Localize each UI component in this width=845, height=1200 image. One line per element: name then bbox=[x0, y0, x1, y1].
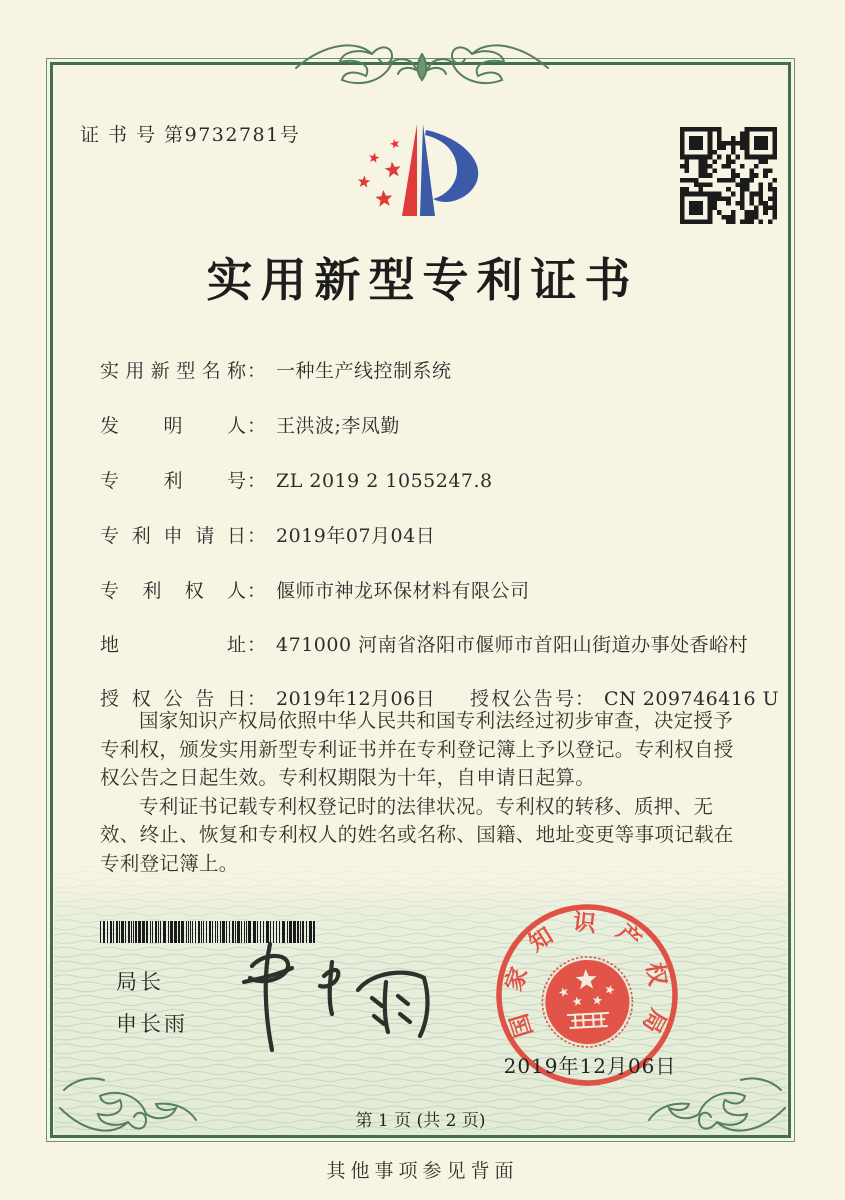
field-value: ZL 2019 2 1055247.8 bbox=[276, 470, 493, 492]
field-label: 专利权人 bbox=[100, 580, 246, 602]
field-value: CN 209746416 U bbox=[604, 688, 780, 710]
field-colon: ： bbox=[247, 580, 267, 602]
certificate-number: 证 书 号 第9732781号 bbox=[80, 124, 301, 146]
field-value: 偃师市神龙环保材料有限公司 bbox=[276, 580, 530, 602]
back-note: 其他事项参见背面 bbox=[326, 1160, 519, 1182]
field-label: 专利申请日 bbox=[100, 525, 246, 547]
field-label: 地址 bbox=[100, 634, 246, 656]
field-row-patentee bbox=[100, 576, 760, 603]
logo-blue-bowl bbox=[425, 130, 478, 202]
seal-text: 国家知识产权局 bbox=[499, 908, 675, 1055]
certificate-title: 实用新型专利证书 bbox=[206, 253, 639, 307]
field-colon: ： bbox=[247, 415, 267, 437]
field-colon: ： bbox=[247, 525, 267, 547]
logo-red-wedge bbox=[402, 124, 417, 216]
field-value: 2019年07月04日 bbox=[276, 525, 436, 547]
legal-text bbox=[100, 707, 752, 878]
seal-national-emblem bbox=[540, 955, 635, 1050]
body-paragraph-2: 专利证书记载专利权登记时的法律状况。专利权的转移、质押、无效、终止、恢复和专利权人的姓名或名称、国籍、地址变更等事项记载在专利登记簿上。 bbox=[100, 794, 734, 875]
field-colon: ： bbox=[247, 470, 267, 492]
field-colon: ： bbox=[575, 688, 595, 710]
page-number: 第 1 页 (共 2 页) bbox=[355, 1111, 486, 1131]
field-row-inventor bbox=[100, 411, 760, 438]
seal-date: 2019年12月06日 bbox=[503, 1054, 677, 1078]
field-label: 专利号 bbox=[100, 470, 246, 492]
field-colon: ： bbox=[247, 634, 267, 656]
field-label: 实用新型名称 bbox=[100, 360, 246, 382]
logo-blue-wedge bbox=[420, 124, 435, 216]
field-value: 471000 河南省洛阳市偃师市首阳山街道办事处香峪村 bbox=[276, 634, 749, 656]
cnipa-logo bbox=[343, 118, 505, 232]
field-row-address bbox=[100, 630, 760, 657]
field-colon: ： bbox=[247, 360, 267, 382]
field-colon: ： bbox=[247, 688, 267, 710]
field-label: 发明人 bbox=[100, 415, 246, 437]
field-row-filing-date bbox=[100, 521, 760, 548]
handwritten-signature bbox=[228, 938, 443, 1063]
field-label: 授权公告日 bbox=[100, 688, 246, 710]
field-value: 2019年12月06日 bbox=[276, 688, 436, 710]
field-value: 王洪波;李凤勤 bbox=[276, 415, 400, 437]
field-label: 授权公告号 bbox=[470, 688, 575, 710]
field-row-invention-name bbox=[100, 356, 760, 383]
body-paragraph-1: 国家知识产权局依照中华人民共和国专利法经过初步审查，决定授予专利权，颁发实用新型专利证书并在专利登记簿上予以登记。专利权自授权公告之日起生效。专利权期限为十年，自申请日起算。 bbox=[100, 709, 734, 789]
director-name-label: 申长雨 bbox=[116, 1012, 188, 1036]
top-ornament bbox=[292, 34, 552, 96]
field-value: 一种生产线控制系统 bbox=[276, 360, 452, 382]
qr-code bbox=[680, 127, 777, 224]
logo-stars bbox=[358, 139, 401, 207]
field-row-patent-no bbox=[100, 466, 760, 493]
director-title-label: 局长 bbox=[116, 970, 164, 994]
